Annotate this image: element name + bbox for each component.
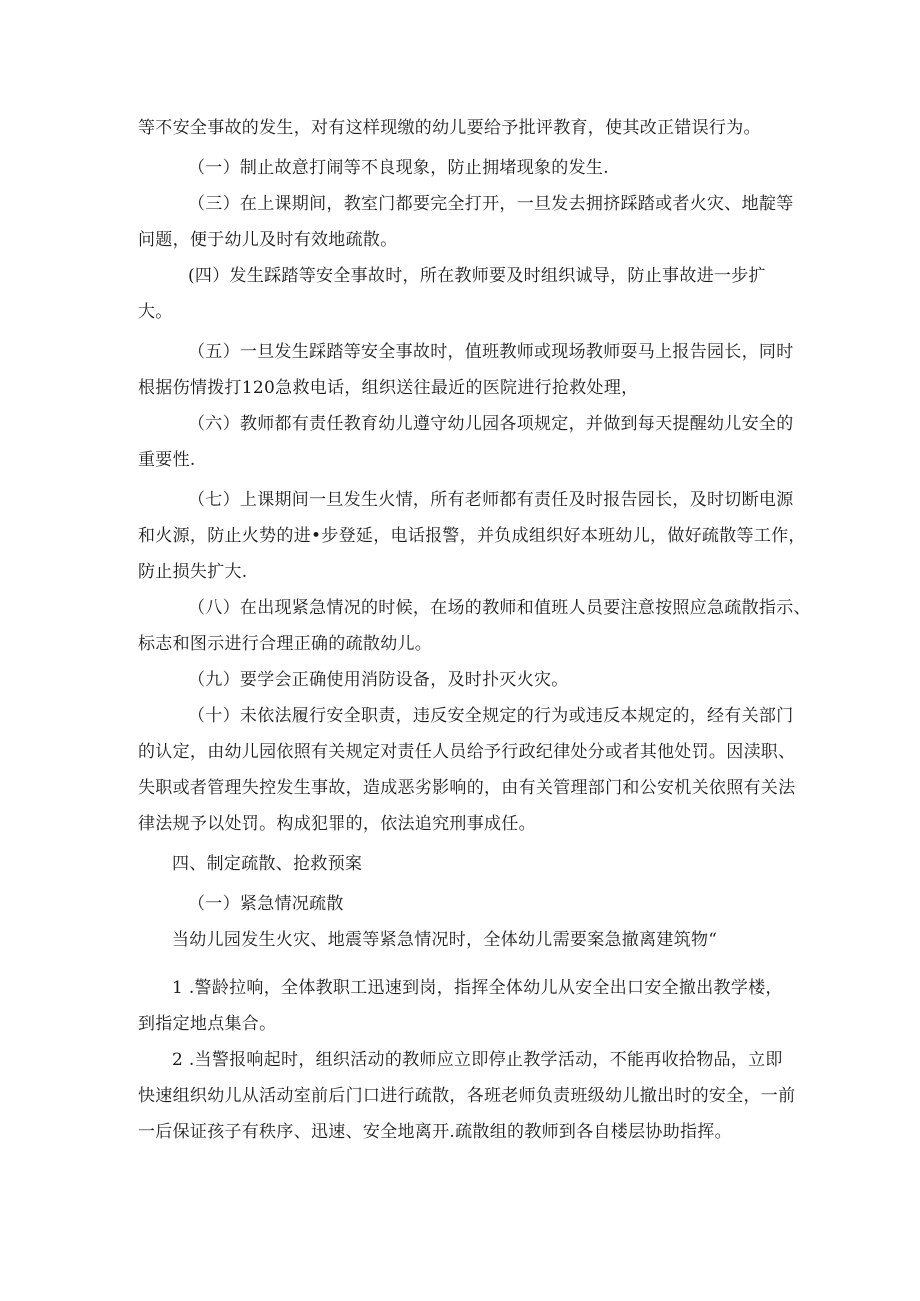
text-line: 防止损失扩大. [138,562,248,582]
text-line: (四）发生踩踏等安全事故时，所在教师要及时组织诚导，防止事故进一步扩 [188,266,766,286]
subsection-heading: （一）紧急情况疏散 [188,894,344,914]
text-line: （五）一旦发生踩踏等安全事故时，值班教师或现场教师耍马上报告园长，同时 [188,342,794,362]
text-line: 大。 [138,302,173,322]
text-line: 到指定地点集合。 [138,1014,277,1034]
text-line: （八）在出现紧急情况的时候，在场的教师和值班人员要注意按照应急疏散指示、 [188,598,811,618]
text-line: 根据伤情拨打120急救电话，组织送往最近的医院进行抢救处理， [138,378,639,398]
text-line: 失职或者管理失控发生事故，造成恶劣影响的，由有关管理部门和公安机关依照有关法 [138,778,796,798]
text-line: 快速组织幼儿从活动室前后门口进行疏散，各班老师负责班级幼儿撤出时的安全，一前 [138,1086,796,1106]
text-line: 等不安全事故的发生，对有这样现缴的幼儿要给予批评教育，使其改正错误行为。 [138,118,761,138]
text-line: 律法规予以处罚。构成犯罪的，依法追究刑事成任。 [138,814,536,834]
section-heading: 四、制定疏散、抢救预案 [172,854,363,874]
text-line: 标志和图示进行合理正确的疏散幼儿。 [138,634,433,654]
text-line: 和火源，防止火势的进•步登延，电话报警，并负成组织好本班幼儿，做好疏散等工作， [138,526,806,546]
text-line: （三）在上课期间，教室门都要完全打开，一旦发去拥挤踩踏或者火灾、地靛等 [188,194,794,214]
text-line: 的认定，由幼儿园依照有关规定对责任人员给予行政纪律处分或者其他处罚。因渎职、 [138,742,796,762]
text-line: （七）上课期间一旦发生火情，所有老师都有责任及时报告园长，及时切断电源 [188,490,794,510]
text-line: 问题，便于幼儿及时有效地疏散。 [138,230,398,250]
text-line: （一）制止故意打闹等不良现象，防止拥堵现象的发生. [188,158,609,178]
text-line: 重要性. [138,450,196,470]
text-line: （九）要学会正确使用消防设备，及时扑灭火灾。 [188,670,569,690]
list-item: 2 .当警报响起时，组织活动的教师应立即停止教学活动，不能再收拾物品，立即 [172,1050,783,1070]
text-line: 当幼儿园发生火灾、地震等紧急情况时，全体幼儿需要案急撤离建筑物“ [172,930,718,950]
text-line: （六）教师都有责任教育幼儿遵守幼儿园各项规定，并做到每天提醒幼儿安全的 [188,414,794,434]
text-line: 一后保证孩子有秩序、迅速、安全地离开.疏散组的教师到各自楼层协助指挥。 [138,1122,732,1142]
text-line: （十）未依法履行安全职责，违反安全规定的行为或违反本规定的，经有关部门 [188,706,794,726]
list-item: 1 .警龄拉响，全体教职工迅速到岗，指挥全体幼儿从安全出口安全撤出教学楼， [172,978,783,998]
